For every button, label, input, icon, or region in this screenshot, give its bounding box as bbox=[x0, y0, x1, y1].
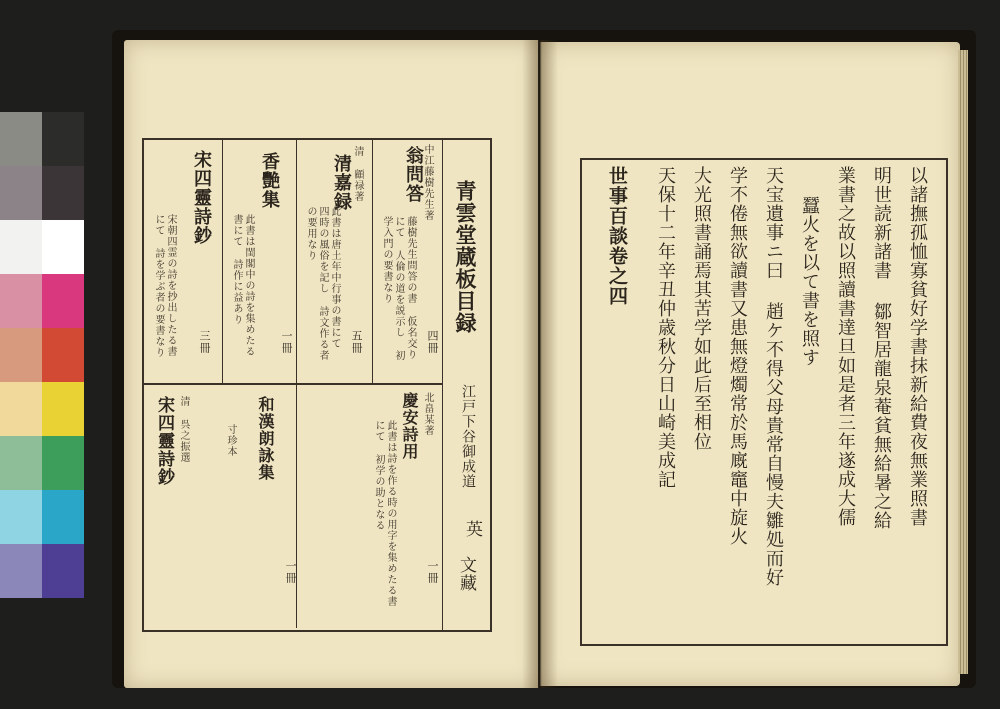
text-column: 大光照書誦焉其苦学如此后至相位 bbox=[691, 166, 712, 451]
color-chip bbox=[42, 490, 84, 544]
book-description: 此書は唐土年中行事の書にて 四時の風俗を記し 詩文作る者の要用なり bbox=[305, 206, 340, 361]
color-chip bbox=[42, 328, 84, 382]
book-title: 和漢朗詠集 bbox=[256, 396, 275, 481]
book-volumes: 一冊 bbox=[280, 330, 293, 354]
color-chip bbox=[0, 436, 42, 490]
catalog-divider bbox=[142, 383, 442, 385]
color-chip bbox=[0, 220, 42, 274]
color-chip bbox=[42, 166, 84, 220]
color-chip bbox=[0, 274, 42, 328]
page-edges bbox=[958, 50, 968, 674]
color-chip bbox=[0, 328, 42, 382]
text-column: 学不倦無欲讀書又患無燈燭常於馬廐竈中旋火 bbox=[727, 166, 748, 546]
book-volumes: 一冊 bbox=[426, 560, 439, 584]
book-title: 宋四靈詩鈔 bbox=[191, 150, 212, 245]
colophon: 天保十二年辛丑仲歳秋分日山崎美成記 bbox=[655, 166, 676, 489]
book-title: 翁問答 bbox=[403, 146, 424, 203]
book-volumes: 五冊 bbox=[350, 330, 363, 354]
catalog-divider bbox=[372, 140, 373, 384]
catalog-title: 青雲堂蔵板目録 bbox=[453, 180, 478, 334]
color-chip bbox=[42, 112, 84, 166]
book-author: 中江藤樹先生著 bbox=[422, 144, 433, 221]
catalog-divider bbox=[222, 140, 223, 384]
color-chip bbox=[0, 490, 42, 544]
color-chip bbox=[42, 544, 84, 598]
color-calibration-strip bbox=[0, 112, 84, 602]
book-title: 香艷集 bbox=[259, 152, 280, 209]
catalog-divider bbox=[442, 140, 443, 630]
color-chip bbox=[0, 544, 42, 598]
text-column: 明世読新諸書 鄒智居龍泉菴貧無給暑之給 bbox=[871, 166, 892, 530]
color-chip bbox=[42, 382, 84, 436]
text-column: 業書之故以照讀書達旦如是者三年遂成大儒 bbox=[835, 166, 856, 527]
publisher-name-2: 文藏 bbox=[456, 556, 476, 592]
book-description: 藤樹先生問答の書 仮名交りにて 人倫の道を説示し 初学入門の要書なり bbox=[381, 216, 416, 361]
text-column: 天宝遺事ニ曰 趙ケ不得父母貴常自慢夫雛処而好 bbox=[763, 166, 784, 587]
book-volumes: 一冊 bbox=[284, 560, 297, 584]
book-title: 宋四靈詩鈔 bbox=[154, 396, 174, 486]
book-author: 北畠某著 bbox=[422, 392, 433, 436]
book-author: 清 呉之振選 bbox=[178, 396, 189, 463]
book-title: 清嘉録 bbox=[331, 154, 352, 211]
text-column: 以諸撫孤恤寡貧好学書抹新給費夜無業照書 bbox=[907, 166, 928, 527]
book-description: 寸珍本 bbox=[225, 424, 236, 457]
color-chip bbox=[0, 112, 42, 166]
book-volumes: 四冊 bbox=[426, 330, 439, 354]
book-description: 此書は詩を作る時の用字を集めたる書にて 初学の助となる bbox=[373, 420, 396, 607]
text-column: 蠶火を以て書を照す bbox=[799, 196, 820, 367]
catalog-divider bbox=[296, 140, 297, 628]
volume-title: 世事百談卷之四 bbox=[606, 166, 628, 306]
color-chip bbox=[42, 220, 84, 274]
book-gutter bbox=[522, 40, 558, 688]
book-description: 此書は閨閣中の詩を集めたる書にて 詩作に益あり bbox=[231, 214, 254, 357]
book-volumes: 三冊 bbox=[198, 330, 211, 354]
publisher-name: 英 bbox=[462, 520, 482, 538]
book-title: 慶安詩用 bbox=[400, 392, 419, 460]
book-author: 清 顧禄著 bbox=[352, 146, 363, 202]
color-chip bbox=[0, 382, 42, 436]
book-description: 宋朝四霊の詩を抄出したる書にて 詩を学ぶ者の要書なり bbox=[153, 214, 176, 358]
publisher-address: 江戸下谷御成道 bbox=[460, 384, 476, 489]
color-chip bbox=[42, 436, 84, 490]
color-chip bbox=[0, 166, 42, 220]
color-chip bbox=[42, 274, 84, 328]
